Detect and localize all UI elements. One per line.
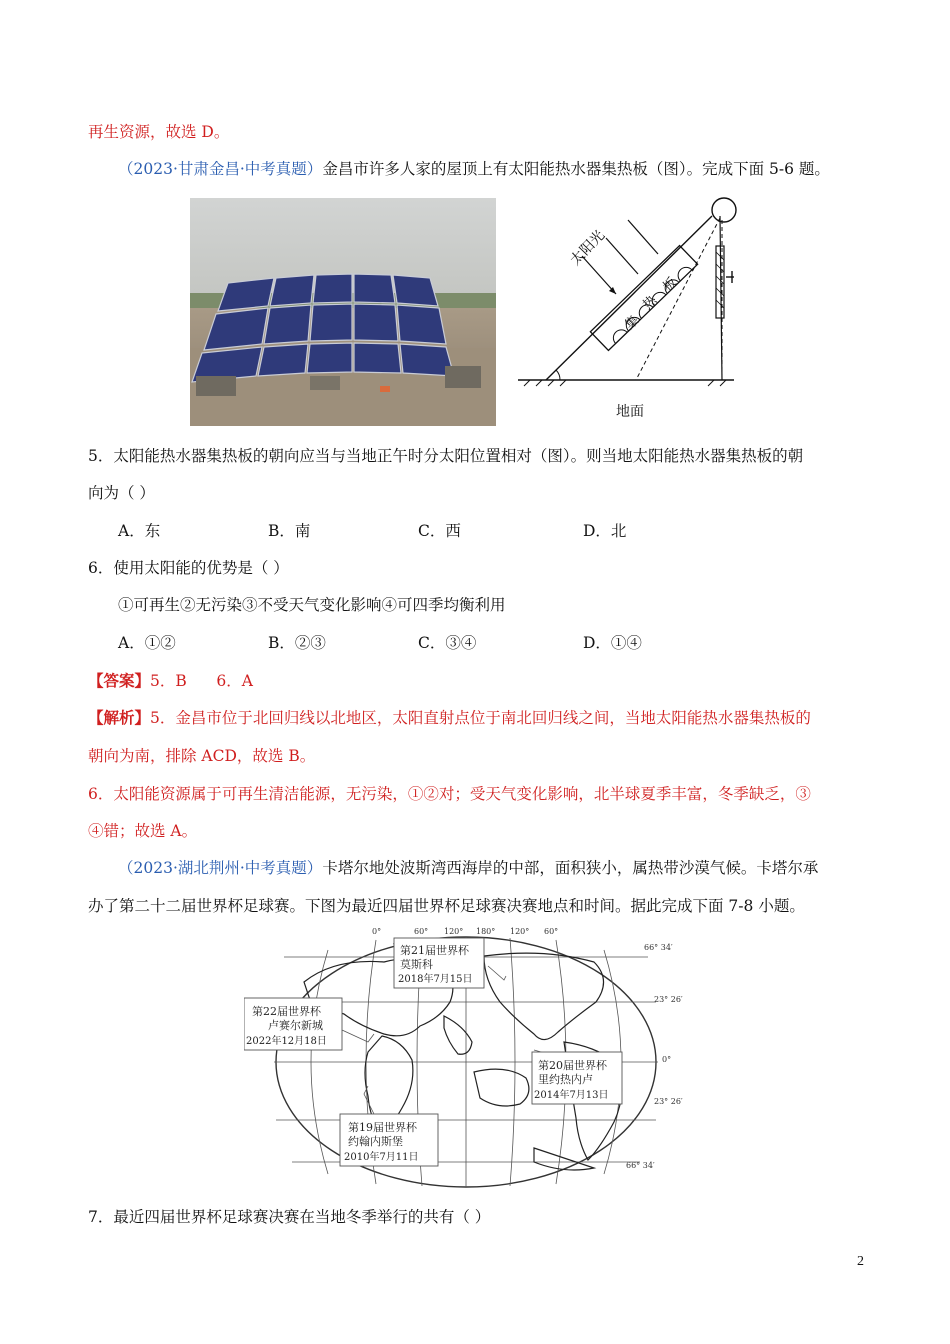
lon-label-3: 180° (476, 927, 496, 936)
world-cup-map (244, 922, 692, 1198)
lat-label-1: 23° 26′ (654, 995, 683, 1004)
q6-option-d[interactable]: D．①④ (583, 634, 642, 652)
answer-text: 5．B 6．A (150, 672, 253, 690)
q7-stem: 7．最近四届世界杯足球赛决赛在当地冬季举行的共有（ ） (88, 1208, 491, 1226)
lat-label-3: 23° 26′ (654, 1097, 683, 1106)
callout-21 (394, 938, 484, 988)
analysis-1a: 5．金昌市位于北回归线以北地区，太阳直射点位于南北回归线之间，当地太阳能热水器集热板的 (150, 709, 811, 727)
lat-label-4: 66° 34′ (626, 1161, 655, 1170)
q56-intro (118, 158, 830, 180)
callout-22-line2: 卢赛尔新城 (268, 1019, 323, 1032)
q56-source: （2023·甘肃金昌·中考真题） (118, 160, 323, 178)
analysis-2a: 6．太阳能资源属于可再生清洁能源，无污染，①②对；受天气变化影响，北半球夏季丰富，冬季缺乏，③ (88, 785, 811, 803)
solar-panel-diagram (512, 194, 742, 422)
callout-20-line1: 第20届世界杯 (538, 1059, 607, 1072)
analysis-1b: 朝向为南，排除 ACD，故选 B。 (88, 747, 316, 765)
q5-option-a[interactable]: A．东 (118, 522, 161, 540)
q56-intro-text: 金昌市许多人家的屋顶上有太阳能热水器集热板（图）。完成下面 5-6 题。 (322, 160, 830, 178)
callout-22-line1: 第22届世界杯 (252, 1005, 321, 1018)
analysis-label: 【解析】 (88, 708, 151, 727)
lon-label-4: 120° (510, 927, 530, 936)
page-number: 2 (857, 1254, 864, 1269)
q6-items: ①可再生②无污染③不受天气变化影响④可四季均衡利用 (118, 596, 506, 614)
q78-intro-line1 (118, 857, 818, 879)
solar-panel-photo (190, 198, 496, 426)
q78-intro1: 卡塔尔地处波斯湾西海岸的中部，面积狭小，属热带沙漠气候。卡塔尔承 (322, 859, 819, 877)
q5-option-b[interactable]: B．南 (268, 522, 311, 540)
answer-line (88, 670, 253, 692)
analysis-2b: ④错；故选 A。 (88, 822, 198, 840)
sunlight-label: 太阳光 (567, 227, 609, 269)
q6-stem: 6．使用太阳能的优势是（ ） (88, 559, 289, 577)
q78-source: （2023·湖北荆州·中考真题） (118, 859, 323, 877)
answer-label: 【答案】 (88, 671, 151, 690)
ground-label: 地面 (616, 404, 644, 420)
q6-option-b[interactable]: B．②③ (268, 634, 326, 652)
q5-option-d[interactable]: D．北 (583, 522, 627, 540)
callout-21-line3: 2018年7月15日 (398, 974, 473, 985)
q5-stem-line1: 5．太阳能热水器集热板的朝向应当与当地正午时分太阳位置相对（图）。则当地太阳能热水器集热板的朝 (88, 447, 804, 465)
q6-option-c[interactable]: C．③④ (418, 634, 477, 652)
callout-19-line1: 第19届世界杯 (348, 1121, 417, 1134)
callout-20 (532, 1052, 622, 1104)
lat-label-2: 0° (662, 1055, 672, 1064)
panel-char-3: 板 (660, 275, 681, 295)
callout-21-line1: 第21届世界杯 (400, 944, 469, 957)
callout-19-line2: 约翰内斯堡 (348, 1135, 403, 1148)
lon-label-1: 60° (414, 927, 429, 936)
callout-20-line2: 里约热内卢 (538, 1073, 593, 1086)
callout-22-line3: 2022年12月18日 (246, 1036, 327, 1047)
panel-char-1: 集 (622, 313, 643, 333)
callout-19-line3: 2010年7月11日 (344, 1152, 419, 1163)
panel-char-2: 热 (640, 293, 661, 313)
callout-20-line3: 2014年7月13日 (534, 1090, 609, 1101)
q5-stem-line2: 向为（ ） (88, 484, 155, 502)
analysis-line-1 (88, 707, 811, 729)
q6-option-a[interactable]: A．①② (118, 634, 176, 652)
callout-22 (244, 998, 342, 1050)
previous-answer-tail: 再生资源，故选 D。 (88, 123, 230, 141)
lon-label-0: 0° (372, 927, 382, 936)
lon-label-5: 60° (544, 927, 559, 936)
lon-label-2: 120° (444, 927, 464, 936)
q78-intro-line2: 办了第二十二届世界杯足球赛。下图为最近四届世界杯足球赛决赛地点和时间。据此完成下面 7-8 小题。 (88, 897, 805, 915)
q5-option-c[interactable]: C．西 (418, 522, 461, 540)
callout-21-line2: 莫斯科 (400, 958, 433, 971)
lat-label-0: 66° 34′ (644, 943, 673, 952)
callout-19 (340, 1114, 438, 1166)
